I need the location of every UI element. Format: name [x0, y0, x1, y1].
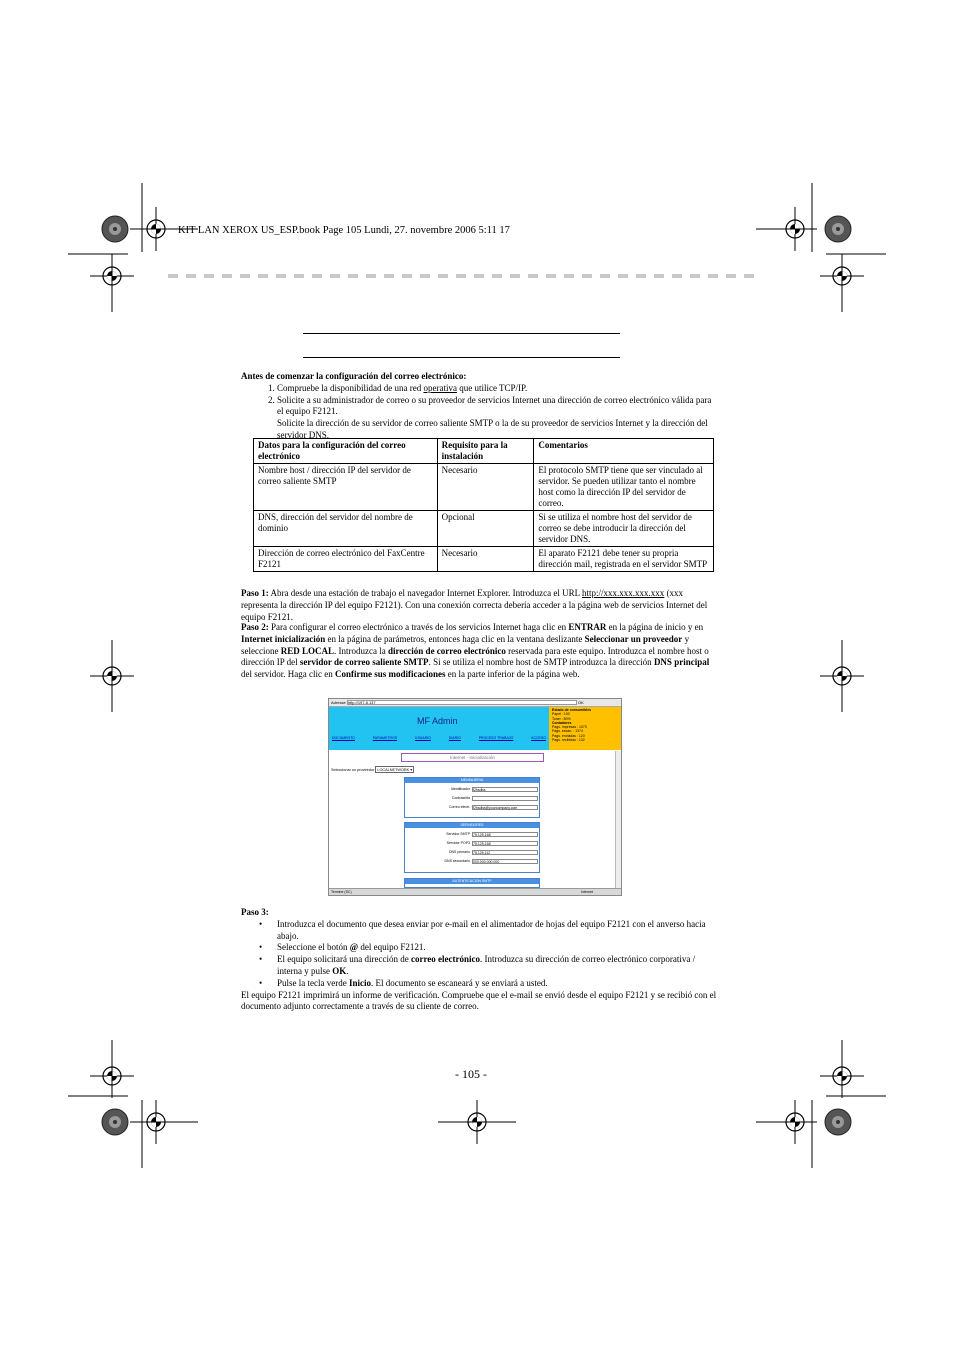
table-cell: Si se utiliza el nombre host del servidor de correo se debe introducir la dirección del servidor DNS.: [534, 511, 714, 547]
nav-proceso[interactable]: PROCESO TRABAJO: [478, 736, 514, 740]
field-value: 75.125.168: [473, 842, 491, 846]
item-bold: @: [349, 942, 359, 953]
form-row: [405, 805, 539, 810]
address-bar: [329, 699, 621, 707]
prereq-text: Compruebe la disponibilidad de una red: [277, 382, 424, 393]
list-item: [241, 942, 717, 954]
mensajeria-section: [404, 777, 540, 818]
field-label: Servidor SMTP: [446, 832, 470, 836]
servidores-section: [404, 822, 540, 873]
step2-text: del servidor. Haga clic en: [241, 669, 335, 680]
nav-parametros[interactable]: PARAMETROS: [372, 736, 398, 740]
step2-paragraph: [241, 622, 717, 681]
table-header-row: [254, 439, 714, 464]
step1-text: Abra desde una estación de trabajo el navegador Internet Explorer. Introduzca el URL: [268, 588, 583, 598]
item-bold: correo electrónico: [410, 954, 480, 965]
page-tab: Internet - Inicialización: [401, 753, 544, 762]
item-text: Pulse la tecla verde: [277, 977, 349, 988]
step2-bold: dirección de correo electrónico: [387, 645, 506, 656]
intro-heading: Antes de comenzar la configuración del correo electrónico:: [241, 371, 467, 381]
form-row: [405, 859, 539, 864]
step2-text: y seleccione: [241, 633, 690, 656]
field-value: 000.000.000.000: [473, 860, 500, 864]
prereq-item: [277, 383, 716, 395]
form-row: [405, 850, 539, 855]
step2-text: en la parte inferior de la página web.: [445, 669, 580, 680]
mf-admin-screenshot: [328, 698, 622, 896]
status-line: Pags. recibidas : 132: [552, 738, 585, 743]
form-row: [405, 841, 539, 846]
prereq-text: Solicite a su administrador de correo o su proveedor de servicios Internet una dirección de correo electrónico válida para el equipo F2121.: [277, 394, 712, 417]
table-row: [254, 464, 714, 511]
status-line: Papel : 100: [552, 712, 570, 717]
nav-usuario[interactable]: USUARIO: [414, 736, 431, 740]
status-panel: [549, 707, 621, 750]
table-cell: Opcional: [437, 511, 534, 547]
dns-secondary-input[interactable]: [472, 859, 538, 864]
list-item: [241, 954, 717, 978]
step2-text: . Introduzca la: [334, 645, 388, 656]
email-input[interactable]: [472, 805, 538, 810]
title-rule-top: [303, 333, 620, 334]
table-cell: El aparato F2121 debe tener su propria dirección mail, registrada en el servidor SMTP: [534, 547, 714, 572]
step1-text: (xxx representa la dirección IP del equipo F2121). Con una conexión correcta debería acceder a la página web de servicios Internet del equipo F2121.: [241, 588, 708, 622]
pop3-input[interactable]: [472, 841, 538, 846]
item-text: Seleccione el botón: [277, 942, 350, 953]
item-text: Introduzca el documento que desea enviar por e-mail en el alimentador de hojas del equipo F2121 con el anverso hacia abajo.: [277, 918, 706, 941]
table-cell: Necesario: [437, 547, 534, 572]
admin-title: MF Admin: [417, 716, 458, 726]
running-head: KIT LAN XEROX US_ESP.book Page 105 Lundi, 27. novembre 2006 5:11 17: [178, 225, 510, 236]
address-input[interactable]: [347, 700, 577, 705]
field-value: f2hsdba@yourcompany.com: [473, 806, 518, 810]
prereq-text: Solicite la dirección de su servidor de correo saliente SMTP o la de su proveedor de servicios Internet y la dirección del servidor DNS.: [277, 418, 708, 440]
smtp-input[interactable]: [472, 832, 538, 837]
status-line: Pags. enviadas : 120: [552, 733, 585, 738]
status-line: Pags. escan. : 1374: [552, 729, 583, 734]
form-row: [405, 832, 539, 837]
title-rule-bottom: [303, 357, 620, 358]
prereq-link[interactable]: operativa: [423, 382, 457, 393]
table-header: Datos para la configuración del correo electrónico: [254, 439, 438, 464]
list-item: [241, 919, 717, 943]
step2-bold: ENTRAR: [568, 622, 607, 632]
section-header: SERVIDORES: [405, 823, 539, 828]
dns-primary-input[interactable]: [472, 850, 538, 855]
prereq-item: [277, 395, 716, 442]
step3-label: Paso 3:: [241, 907, 269, 917]
step2-text: Para configurar el correo electrónico a través de los servicios Internet haga clic en: [268, 622, 569, 632]
step2-bold: Seleccionar un proveedor: [584, 633, 683, 644]
field-label: Servidor POP3: [446, 841, 470, 845]
step2-bold: Confirme sus modificaciones: [334, 669, 446, 680]
item-text: . El documento se escaneará y se enviará a usted.: [371, 977, 548, 988]
section-header: AUTENTICACION SMTP: [405, 879, 539, 884]
status-title: Estado de consumibles: [552, 708, 592, 712]
table-cell: Dirección de correo electrónico del FaxCentre F2121: [254, 547, 438, 572]
identifier-input[interactable]: [472, 787, 538, 792]
dashed-rule: [168, 274, 762, 278]
browser-status-bar: [329, 888, 621, 895]
nav-acceso[interactable]: ACCESO: [531, 736, 546, 740]
status-line: Pags. impresas : 1073: [552, 725, 587, 730]
admin-nav: [332, 736, 546, 740]
field-label: DNS secundario: [444, 859, 470, 863]
step1-label: Paso 1:: [241, 588, 269, 598]
nav-documento[interactable]: DOCUMENTO: [332, 736, 355, 740]
item-text: .: [346, 965, 349, 976]
step3-block: [241, 907, 717, 1013]
field-label: Correo electr.: [448, 805, 470, 809]
status-left: Terminé (SC): [331, 890, 352, 894]
admin-banner: [329, 707, 549, 750]
field-label: Identificador: [450, 787, 470, 791]
config-table: [253, 438, 714, 572]
item-text: El equipo solicitará una dirección de: [277, 954, 411, 965]
closing-paragraph: El equipo F2121 imprimirá un informe de verificación. Compruebe que el e-mail se envió desde el equipo F2121 y se recibió con el documento adjunto correctamente a través de su cliente de correo.: [241, 989, 717, 1012]
field-value: 75.125.112: [473, 851, 491, 855]
field-value: f2hsdba: [473, 788, 486, 792]
table-cell: Nombre host / dirección IP del servidor de correo saliente SMTP: [254, 464, 438, 511]
field-label: Contraseña: [451, 796, 470, 800]
table-row: [254, 511, 714, 547]
intro-block: [241, 371, 716, 442]
address-value: http://197.8.137: [347, 700, 376, 706]
prereq-list: [241, 383, 716, 442]
smtp-auth-section: [404, 878, 540, 888]
step2-text: . Si se utiliza el nombre host de SMTP introduzca la dirección: [428, 657, 654, 668]
status-line: Toner : 80%: [552, 716, 571, 721]
provider-label: Seleccionar un proveedor: [331, 768, 375, 772]
provider-value: LOCALNETWORK: [377, 768, 410, 772]
step3-list: [241, 919, 717, 990]
list-item: [241, 978, 717, 990]
step2-bold: DNS principal: [653, 657, 710, 668]
table-cell: Necesario: [437, 464, 534, 511]
address-label: Adresse: [331, 700, 346, 705]
table-header: Comentarios: [534, 439, 714, 464]
form-row: [405, 787, 539, 792]
step2-bold: RED LOCAL: [280, 645, 334, 656]
nav-diario[interactable]: DIARIO: [448, 736, 461, 740]
table-cell: El protocolo SMTP tiene que ser vinculado al servidor. Se pueden utilizar tanto el nombre host como la dirección IP del servidor de correo.: [534, 464, 714, 511]
step2-bold: Internet inicialización: [241, 633, 326, 644]
step2-text: reservada para este equipo. Introduzca el nombre host o dirección IP del: [241, 645, 709, 668]
go-button[interactable]: OK: [577, 700, 584, 705]
field-value: 75.125.168: [473, 833, 491, 837]
item-text: del equipo F2121.: [358, 942, 426, 953]
vertical-scrollbar[interactable]: [615, 751, 621, 888]
item-text: . Introduzca su dirección de correo electrónico corporativa / interna y pulse: [277, 954, 696, 976]
password-input[interactable]: [472, 796, 538, 801]
step2-text: en la página de parámetros, entonces haga clic en la ventana deslizante: [325, 633, 585, 644]
provider-row: [331, 766, 414, 773]
field-label: DNS primario: [448, 850, 470, 854]
step1-url-link[interactable]: http://xxx.xxx.xxx.xxx: [582, 588, 665, 598]
item-bold: OK: [332, 965, 347, 976]
step2-bold: servidor de correo saliente SMTP: [299, 657, 429, 668]
step1-paragraph: [241, 588, 717, 623]
item-bold: Inicio: [348, 977, 371, 988]
status-right: Internet: [581, 890, 593, 894]
form-row: [405, 796, 539, 801]
section-header: MENSAJERIA: [405, 778, 539, 783]
page-number: - 105 -: [455, 1067, 487, 1081]
table-cell: DNS, dirección del servidor del nombre de dominio: [254, 511, 438, 547]
status-line: Contadores: [552, 720, 572, 725]
table-header: Requisito para la instalación: [437, 439, 534, 464]
step2-text: en la página de inicio y en: [606, 622, 704, 632]
table-row: [254, 547, 714, 572]
prereq-text: que utilice TCP/IP.: [456, 382, 528, 393]
provider-select[interactable]: LOCALNETWORK ▾: [377, 768, 413, 772]
step2-label: Paso 2:: [241, 622, 269, 632]
